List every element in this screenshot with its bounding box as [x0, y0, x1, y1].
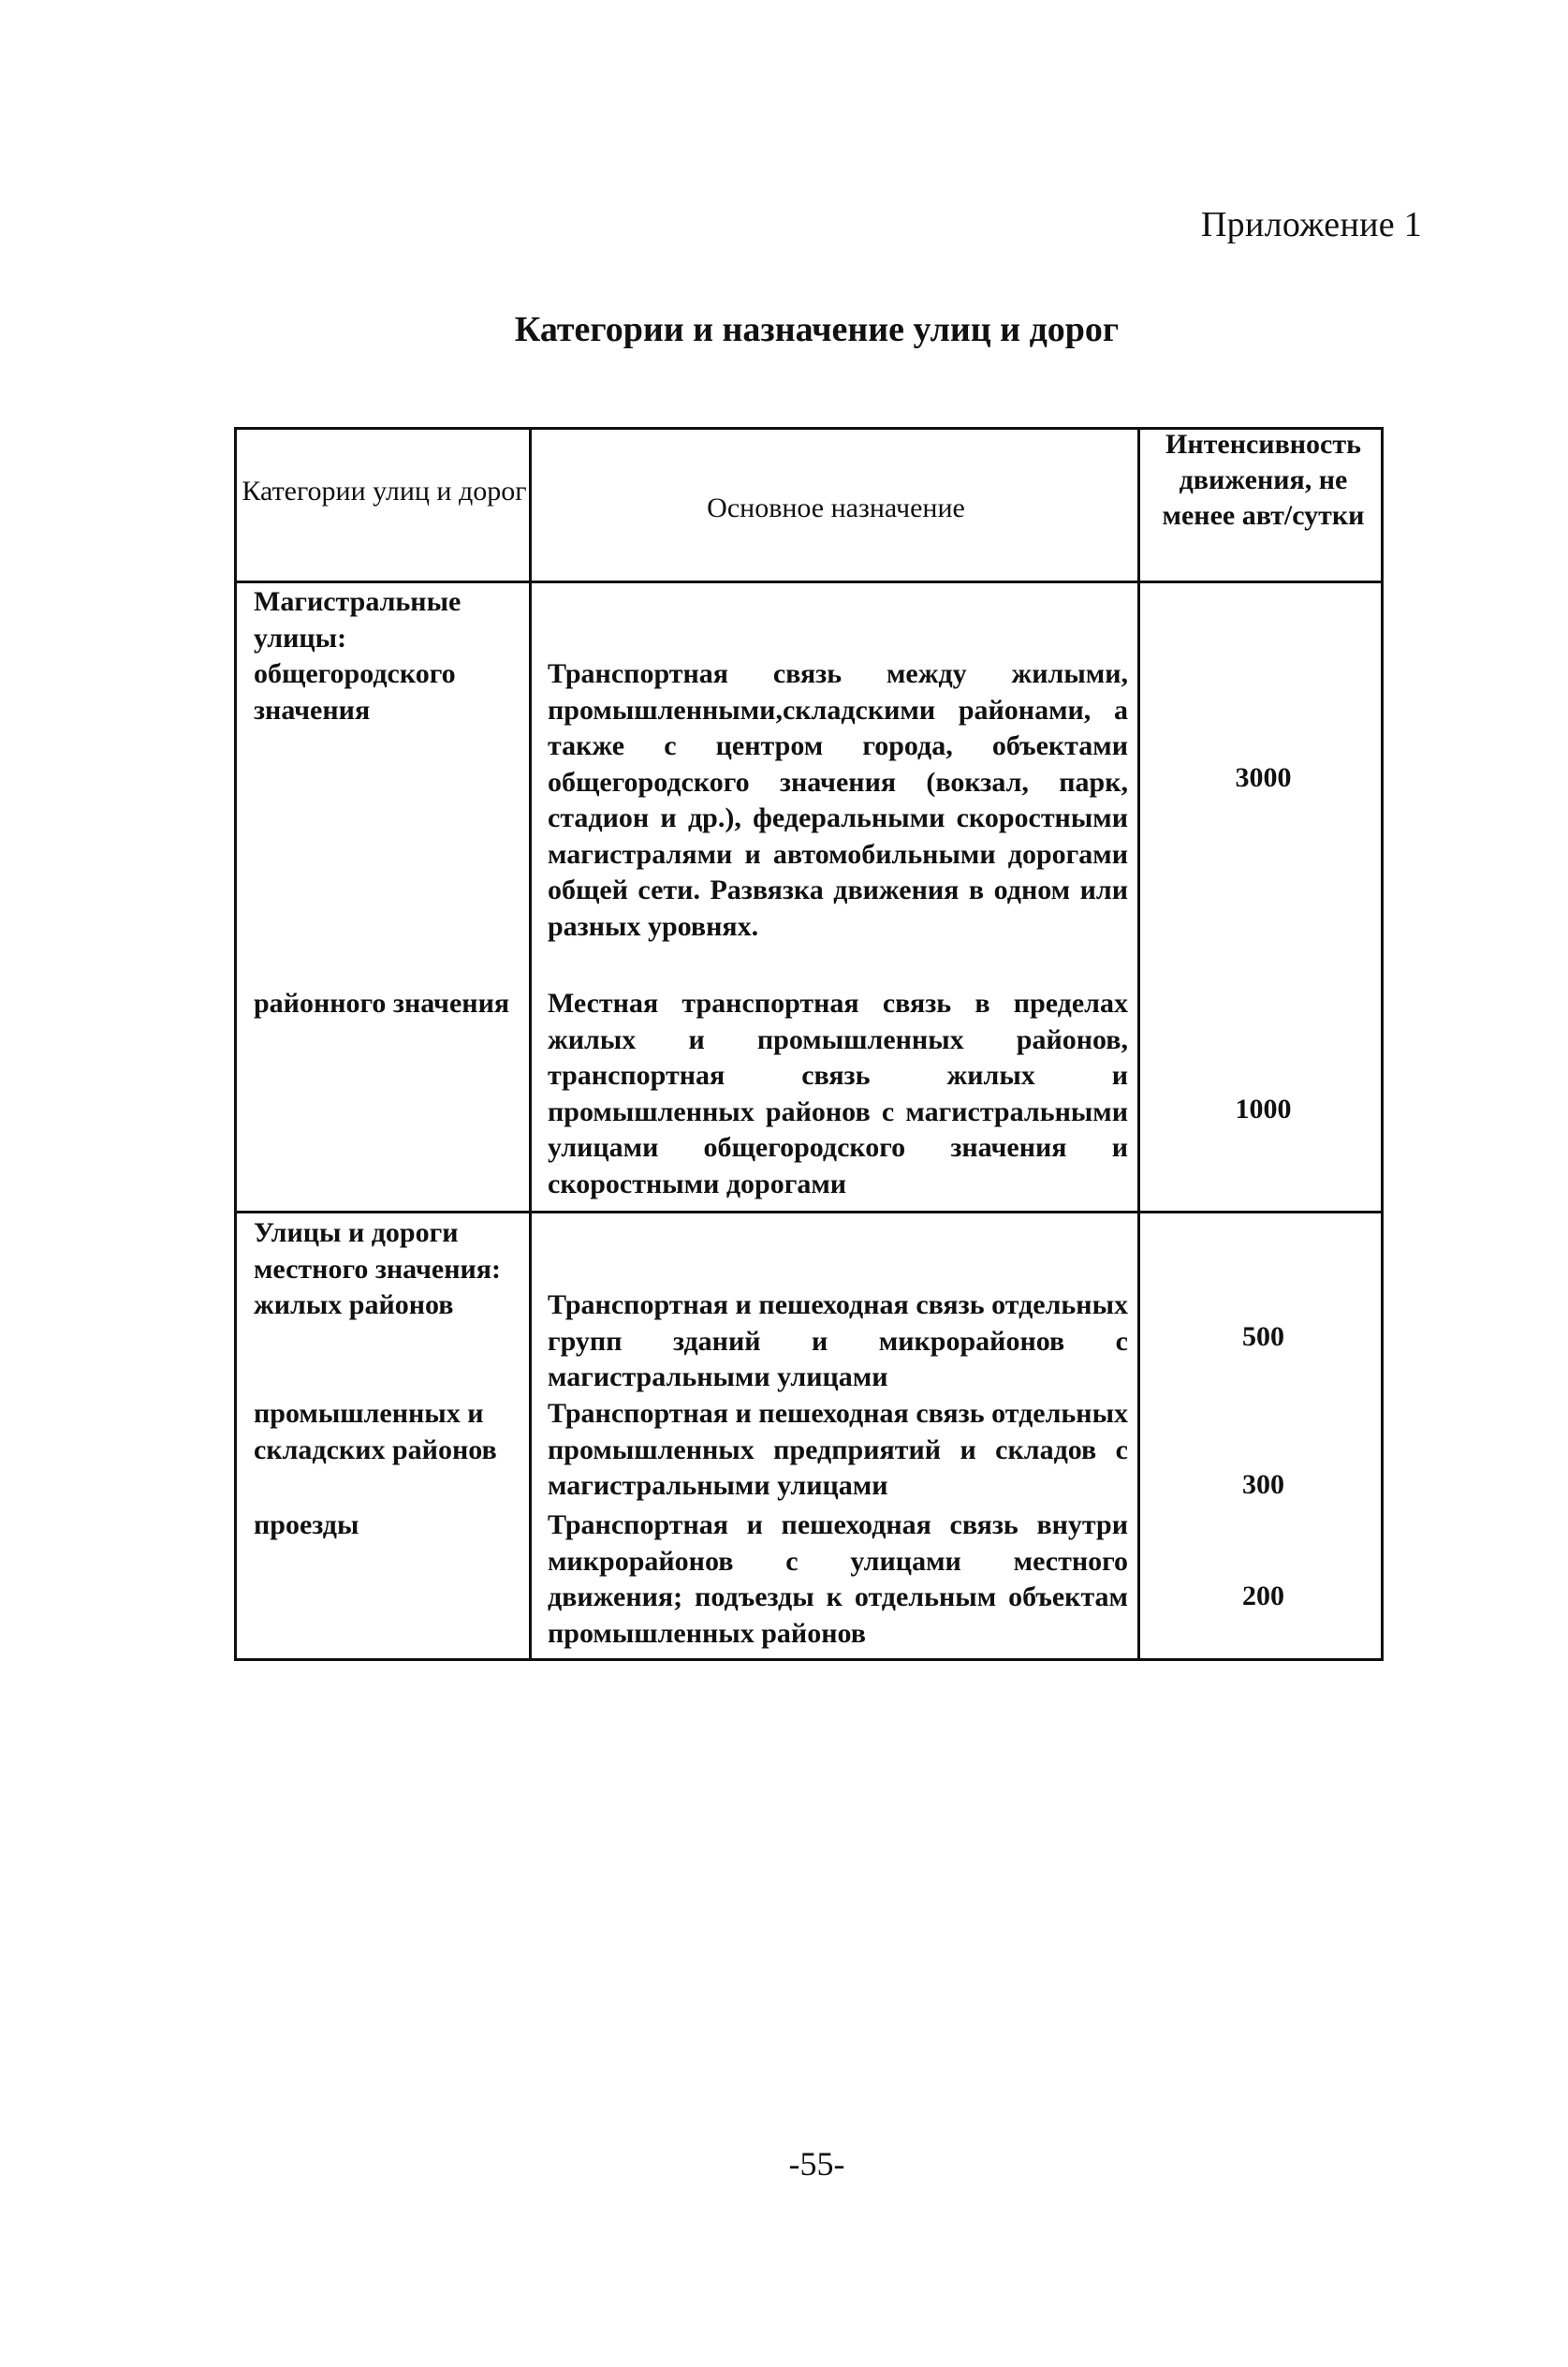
- section-divider: [237, 1211, 1381, 1213]
- purpose-residential: Транспортная и пешеходная связь отдельных групп зданий и микрорайонов с магистральными улицами: [548, 1289, 1128, 1392]
- header-purpose: Основное назначение: [707, 493, 965, 523]
- header-intensity: Интенсивность движения, не менее авт/сутки: [1162, 429, 1365, 531]
- header-category: Категории улиц и дорог: [242, 476, 527, 507]
- intensity-residential: 500: [1242, 1321, 1284, 1352]
- category-industrial: промышленных и складских районов: [254, 1398, 497, 1465]
- page-number: -55-: [788, 2145, 845, 2183]
- section-heading-local-streets: Улицы и дороги местного значения:: [254, 1217, 501, 1285]
- categories-table: [234, 427, 1384, 1661]
- purpose-citywide: Транспортная связь между жилыми, промышленными,складскими районами, а также с центром города, объектами общегородского значения (вокзал, парк, стадион и др.), федеральными скоростными магистралями и автомобильными дорогами общей сети. Развязка движения в одном или разных уровнях.: [548, 658, 1128, 942]
- appendix-label: Приложение 1: [1200, 205, 1422, 244]
- category-district: районного значения: [254, 988, 510, 1019]
- purpose-industrial: Транспортная и пешеходная связь отдельных промышленных предприятий и складов с магистральными улицами: [548, 1398, 1128, 1501]
- header-bottom-rule: [237, 581, 1381, 583]
- purpose-driveways: Транспортная и пешеходная связь внутри микрорайонов с улицами местного движения; подъезды к отдельным объектам промышленных районов: [548, 1509, 1128, 1649]
- category-driveways: проезды: [254, 1509, 359, 1540]
- page-title: Категории и назначение улиц и дорог: [514, 310, 1120, 349]
- category-citywide: общегородского значения: [254, 658, 456, 726]
- intensity-driveways: 200: [1242, 1580, 1284, 1611]
- intensity-district: 1000: [1235, 1094, 1292, 1125]
- purpose-district: Местная транспортная связь в пределах жилых и промышленных районов, транспортная связь жилых и промышленных районов с магистральными улицами общегородского значения и скоростными дорогами: [548, 988, 1128, 1199]
- intensity-industrial: 300: [1242, 1469, 1284, 1500]
- intensity-citywide: 3000: [1235, 762, 1292, 793]
- category-residential: жилых районов: [254, 1289, 454, 1320]
- section-heading-main-streets: Магистральные улицы:: [254, 586, 462, 654]
- column-divider-1: [529, 427, 532, 1658]
